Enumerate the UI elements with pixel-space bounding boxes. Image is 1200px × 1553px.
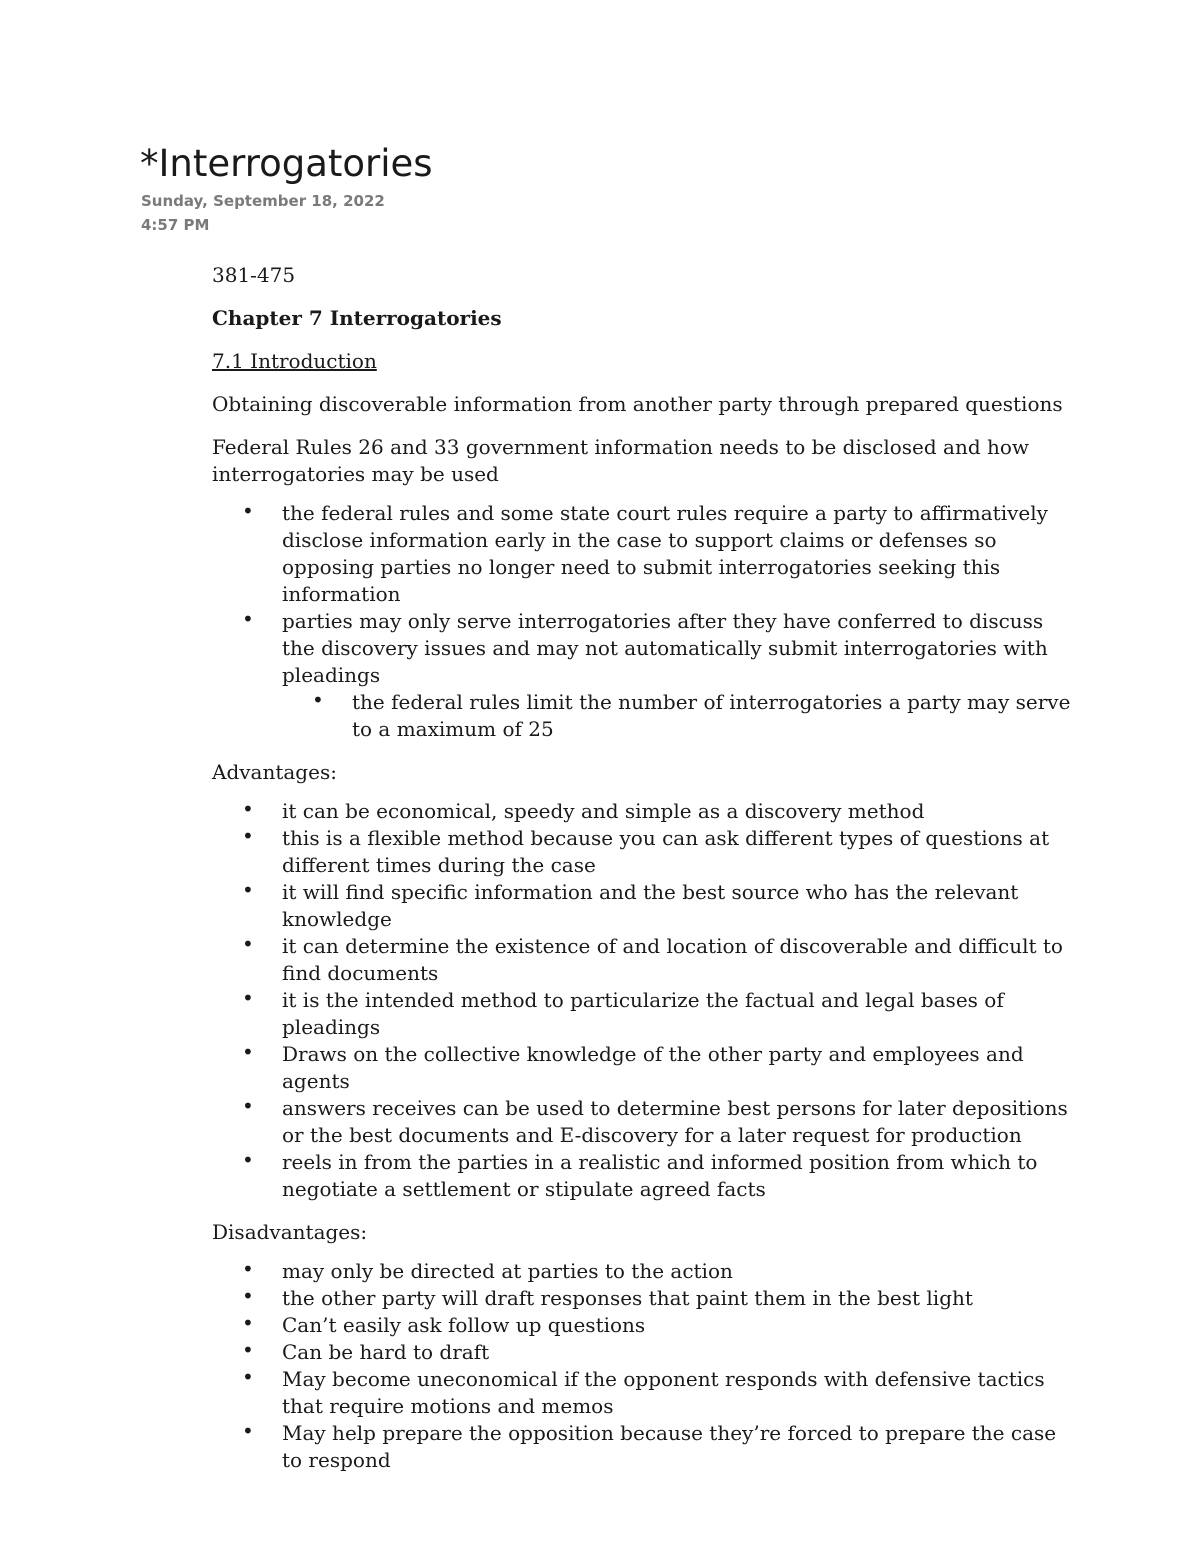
note-time: 4:57 PM — [141, 216, 210, 234]
list-item: • May help prepare the opposition because they’re forced to prepare the case to respond — [212, 1420, 1082, 1474]
list-item: • parties may only serve interrogatories after they have conferred to discuss the discovery issues and may not automatically submit interrogatories with pleadings — [212, 608, 1082, 689]
page-range: 381-475 — [212, 263, 296, 287]
list-item: • reels in from the parties in a realistic and informed position from which to negotiate a settlement or stipulate agreed facts — [212, 1149, 1082, 1203]
list-item: • it will find specific information and the best source who has the relevant knowledge — [212, 879, 1082, 933]
intro-paragraph: Obtaining discoverable information from another party through prepared questions — [212, 392, 1063, 416]
section-heading: 7.1 Introduction — [212, 349, 377, 373]
list-item: • it can determine the existence of and location of discoverable and difficult to find documents — [212, 933, 1082, 987]
page-title: *Interrogatories — [140, 142, 433, 185]
sub-list-item: • the federal rules limit the number of interrogatories a party may serve to a maximum of 25 — [212, 689, 1082, 743]
note-body — [212, 262, 1082, 1490]
rules-list — [212, 500, 1082, 743]
list-item: • may only be directed at parties to the action — [212, 1258, 1082, 1285]
chapter-heading: Chapter 7 Interrogatories — [212, 306, 502, 330]
list-item: • the federal rules and some state court rules require a party to affirmatively disclose information early in the case to support claims or defenses so opposing parties no longer need to submit interrogatories seeking this information — [212, 500, 1082, 608]
disadvantages-label: Disadvantages: — [212, 1220, 368, 1244]
list-item: • Can be hard to draft — [212, 1339, 1082, 1366]
list-item: • Draws on the collective knowledge of the other party and employees and agents — [212, 1041, 1082, 1095]
list-item: • answers receives can be used to determine best persons for later depositions or the best documents and E-discovery for a later request for production — [212, 1095, 1082, 1149]
list-item: • Can’t easily ask follow up questions — [212, 1312, 1082, 1339]
list-item: • May become uneconomical if the opponent responds with defensive tactics that require motions and memos — [212, 1366, 1082, 1420]
list-item: • this is a flexible method because you can ask different types of questions at different times during the case — [212, 825, 1082, 879]
list-item: • it can be economical, speedy and simple as a discovery method — [212, 798, 1082, 825]
list-item: • the other party will draft responses that paint them in the best light — [212, 1285, 1082, 1312]
note-date: Sunday, September 18, 2022 — [141, 192, 385, 210]
rules-paragraph: Federal Rules 26 and 33 government information needs to be disclosed and how interrogatories may be used — [212, 435, 1030, 486]
advantages-list — [212, 798, 1082, 1203]
advantages-label: Advantages: — [212, 760, 337, 784]
disadvantages-list — [212, 1258, 1082, 1474]
list-item: • it is the intended method to particularize the factual and legal bases of pleadings — [212, 987, 1082, 1041]
